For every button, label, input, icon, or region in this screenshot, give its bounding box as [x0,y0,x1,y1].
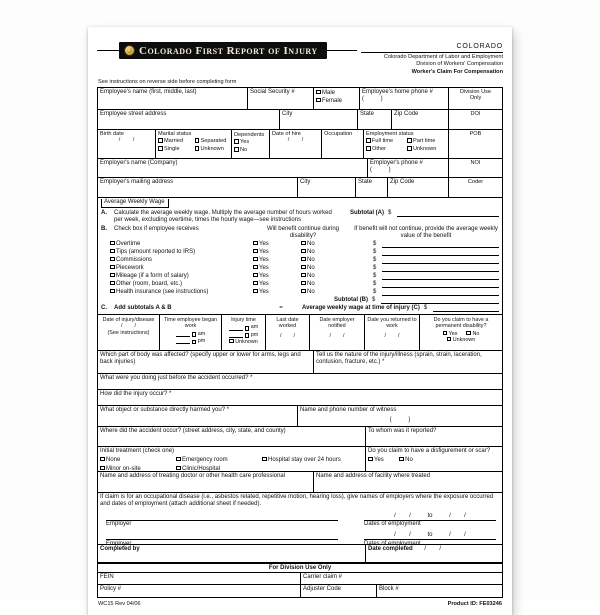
health-no-checkbox[interactable] [301,289,306,294]
adjuster-code-field[interactable]: Adjuster Code [301,585,377,597]
subtotal-b-line[interactable] [381,297,499,304]
phone-parens: ( ) [362,95,383,102]
tips-amount-line[interactable] [382,249,499,256]
product-id: Product ID: FE03246 [447,601,502,608]
birth-date-field[interactable]: Birth date / / [98,130,156,158]
marital-status-field: Marital status Married Separated Single Unknown [156,130,232,158]
married-checkbox[interactable] [158,138,163,143]
occupational-disease-field: If claim is for an occupational disease (i.e., asbestos related, repetitive motion, hearing loss), give names of employers where the exposure occurred and dates of employment (attach additional sheet if needed). Employer / / to / / Dates of employment Employer / / to / / Dates of employment [98,493,502,544]
employer-1-line[interactable] [106,513,338,521]
aww-instruction-b: Check box if employee receives [114,225,199,232]
subtotal-b-label: Subtotal (B) [334,296,368,303]
began-am-checkbox[interactable] [192,332,197,337]
employer-phone-field[interactable]: Employer's phone # ( ) [368,159,448,177]
date-slashes: / / [384,332,400,339]
time-line[interactable] [229,333,243,338]
treatment-row [98,447,502,472]
injury-detail-row [98,315,502,351]
policy-number-field[interactable]: Policy # [98,585,301,597]
header-rule-right [327,50,357,51]
fulltime-checkbox[interactable] [366,138,371,143]
home-phone-field[interactable]: Employee's home phone # ( ) [360,88,448,109]
tips-yes-checkbox[interactable] [253,249,258,254]
page-footer [97,601,503,607]
form-title-bar [119,42,327,59]
street-address-field[interactable]: Employee street address [98,110,280,129]
marital-unknown-checkbox[interactable] [195,146,200,151]
form-page [88,27,512,615]
masthead [97,42,503,76]
injury-time-field: Injury time am pm Unknown [222,315,266,350]
piecework-amount-line[interactable] [382,265,499,272]
noi-cell[interactable]: NOI [449,159,502,178]
aww-instruction-a: Calculate the average weekly wage. Multiply the average number of hours worked per week, excluding overtime, times the hourly wage—see instructions [114,209,332,224]
activity-row [98,374,502,390]
time-line[interactable] [176,332,190,337]
employment-dates-2-line[interactable]: / / to / / [364,532,496,540]
commissions-no-checkbox[interactable] [301,257,306,262]
mileage-checkbox[interactable] [110,273,115,278]
piecework-yes-checkbox[interactable] [253,265,258,270]
phone-parens: ( ) [370,166,391,173]
date-slashes: / / [121,323,136,330]
commissions-amount-line[interactable] [382,257,499,264]
disfig-no-checkbox[interactable] [399,457,404,462]
benefit-continue-question: Will benefit continue during disability? [266,225,340,239]
piecework-checkbox[interactable] [110,265,115,270]
state-label: COLORADO [361,42,503,53]
overtime-amount-line[interactable] [382,241,499,248]
state-field[interactable]: State [358,110,392,129]
time-began-work-field: Time employee began work am pm [160,315,222,350]
aww-total-label: Average weekly wage at time of injury (C) [302,305,420,312]
employer-notified-field[interactable]: Date employer notified / / [310,315,365,350]
accident-location-field[interactable]: Where did the accident occur? (street address, city, state, and county) [98,427,366,446]
header-rule-left [97,50,119,51]
nature-of-injury-field[interactable]: Tell us the nature of the injury/illness (sprain, strain, laceration, contusion, fracture, etc.) * [316,352,482,366]
clinic-hospital-checkbox[interactable] [176,466,181,471]
pob-cell[interactable]: POB [449,130,502,159]
division-use-only-header: For Division Use Only [98,563,502,573]
phone-parens: ( ) [389,417,411,424]
subtotal-a-line[interactable] [397,210,499,217]
overtime-yes-checkbox[interactable] [253,241,258,246]
other-wage-amount-line[interactable] [382,281,499,288]
separated-checkbox[interactable] [195,138,200,143]
body-part-field[interactable]: Which part of body was affected? (specify upper or lower for arms, legs and back injuries) [98,351,314,373]
average-weekly-wage-section: Average Weekly Wage A. Calculate the average weekly wage. Multiply the average number of hours worked per week, excluding overtime, times the hourly wage—see instructions Subtotal (A) $ B. Check box if employee receives Will benefit continue during disability? If benefit will not continue, provide the average weekly value of the benefit Overtime Yes No $ Tips (amount reported to IRS) Yes No $ Commissions Yes No $ Piecework Yes No $ Mileage (if a form of salary) Yes No $ Other (room, board, etc.) Yes No $ Health insurance (see instructions) Yes No $ Subtotal (B) $ C. Add subtotals A & B = Average weekly wage at time of injury (C) $ [98,198,502,315]
mileage-amount-line[interactable] [382,273,499,280]
overtime-checkbox[interactable] [110,241,115,246]
how-injury-occurred-field[interactable]: How did the injury occur? * [100,391,172,398]
completed-by-row [98,545,502,563]
injury-am-checkbox[interactable] [245,326,250,331]
employer-state-field[interactable]: State [356,178,388,197]
dept-line-1: Colorado Department of Labor and Employment [383,54,503,61]
date-slashes: / / [280,332,295,339]
mileage-no-checkbox[interactable] [301,273,306,278]
minor-onsite-checkbox[interactable] [100,466,105,471]
date-slashes: / / [118,137,135,144]
emp-unknown-checkbox[interactable] [407,146,412,151]
injury-pm-checkbox[interactable] [245,333,250,338]
employer-name-field[interactable]: Employer's name (Company) [98,159,368,177]
form-body [97,87,503,598]
disfigurement-field: Do you claim to have a disfigurement or scar? Yes No [368,448,491,463]
aww-section-title: Average Weekly Wage [101,199,169,209]
fein-field[interactable]: FEIN [98,573,301,584]
tips-no-checkbox[interactable] [301,249,306,254]
date-slashes: / / [329,332,345,339]
permanent-disability-field: Do you claim to have a permanent disability? Yes No Unknown [433,316,489,343]
sex-field: Male Female [314,88,360,109]
aww-instruction-c: Add subtotals A & B [114,305,172,312]
instructions-note: See instructions on reverse side before completing form [98,78,237,85]
dependents-no-checkbox[interactable] [234,147,239,152]
division-use-column [448,88,502,197]
employer-zip-field[interactable]: Zip Code [390,178,415,185]
last-date-worked-field[interactable]: Last date worked / / [266,315,310,350]
other-wage-yes-checkbox[interactable] [253,281,258,286]
perm-no-checkbox[interactable] [466,331,471,336]
date-completed-field[interactable]: Date completed / / [368,546,442,553]
policy-row [98,585,502,597]
date-slashes: / / [424,546,442,553]
equals-sign: = [279,305,283,312]
injury-date-field[interactable]: Date of injury/disease / / (See instructions) [98,315,160,350]
treatment-facility-field[interactable]: Name and address of facility where treated [316,473,431,480]
block-number-field[interactable]: Block # [379,586,399,593]
emergency-room-checkbox[interactable] [176,457,181,462]
form-number: WC15 Rev 04/06 [98,601,141,608]
occupational-disease-row [98,493,502,545]
zip-field[interactable]: Zip Code [394,110,419,117]
treating-doctor-field[interactable]: Name and address of treating doctor or other health care professional [98,472,314,492]
carrier-claim-field[interactable]: Carrier claim # [303,574,343,581]
perm-unknown-checkbox[interactable] [447,337,452,342]
aww-total-line[interactable] [433,305,499,312]
ssn-field[interactable]: Social Security # [248,88,314,109]
commissions-yes-checkbox[interactable] [253,257,258,262]
emp-other-checkbox[interactable] [366,146,371,151]
doctor-row [98,472,502,493]
female-checkbox[interactable] [316,98,321,103]
accident-location-row [98,427,502,447]
body-part-row [98,351,502,374]
occupation-field[interactable]: Occupation [322,130,364,158]
disfig-yes-checkbox[interactable] [368,457,373,462]
overtime-no-checkbox[interactable] [301,241,306,246]
colorado-state-seal-icon [124,45,135,56]
hospital-stay-checkbox[interactable] [262,457,267,462]
reported-to-field[interactable]: To whom was it reported? [368,428,437,435]
time-line[interactable] [229,326,243,331]
identity-section [98,88,502,198]
object-substance-field[interactable]: What object or substance directly harmed you? * [98,406,298,426]
how-injury-row [98,390,502,406]
treatment-none-checkbox[interactable] [100,457,105,462]
division-use-only-label: Division Use Only [449,88,502,110]
initial-treatment-field: Initial treatment (check one) None Emergency room Hospital stay over 24 hours Minor on-site Clinic/Hospital [98,447,366,471]
dept-line-3: Worker's Claim For Compensation [411,68,503,75]
fein-row [98,573,502,585]
employer-city-field[interactable]: City [298,178,356,197]
tips-checkbox[interactable] [110,249,115,254]
employee-name-field[interactable]: Employee's name (first, middle, last) [98,88,248,109]
city-field[interactable]: City [280,110,358,129]
completed-by-field[interactable]: Completed by [98,545,366,562]
witness-field[interactable]: Name and phone number of witness ( ) [298,406,502,426]
piecework-no-checkbox[interactable] [301,265,306,270]
time-line[interactable] [176,339,190,344]
health-yes-checkbox[interactable] [253,289,258,294]
commissions-checkbox[interactable] [110,257,115,262]
object-witness-row [98,406,502,427]
form-title: Colorado First Report of Injury [139,44,318,57]
injury-time-unknown-checkbox[interactable] [229,339,234,344]
employment-status-field: Employment status Full time Part time Other Unknown [366,130,437,153]
employment-dates-1-line[interactable]: / / to / / [364,513,496,521]
perm-yes-checkbox[interactable] [443,331,448,336]
single-checkbox[interactable] [158,146,163,151]
activity-before-accident-field[interactable]: What were you doing just before the accident occurred? * [100,375,253,382]
returned-to-work-field[interactable]: Date you returned to work / / [365,315,420,350]
benefit-note: If benefit will not continue, provide the average weekly value of the benefit [354,225,498,239]
employer-2-line[interactable] [106,532,338,540]
mileage-yes-checkbox[interactable] [253,273,258,278]
other-wage-checkbox[interactable] [110,281,115,286]
date-slashes: / / [287,137,304,144]
began-pm-checkbox[interactable] [192,340,197,345]
mailing-address-field[interactable]: Employer's mailing address [98,178,298,197]
dependents-yes-checkbox[interactable] [234,139,239,144]
health-insurance-checkbox[interactable] [110,289,115,294]
occupational-instructions: If claim is for an occupational disease (i.e., asbestos related, repetitive motion, hearing loss), give names of employers where the exposure occurred and dates of employment (attach additional sheet if needed). [100,494,494,508]
health-amount-line[interactable] [382,289,499,296]
parttime-checkbox[interactable] [407,138,412,143]
male-checkbox[interactable] [316,90,321,95]
date-of-hire-field[interactable]: Date of hire / / [270,130,322,158]
other-wage-no-checkbox[interactable] [301,281,306,286]
coder-cell[interactable]: Coder [467,178,484,185]
doi-cell[interactable]: DOI [449,110,502,130]
subtotal-a-label: Subtotal (A) [350,209,384,216]
dependents-field: Dependents Yes No [232,130,270,158]
dept-line-2: Division of Workers' Compensation [416,61,503,68]
